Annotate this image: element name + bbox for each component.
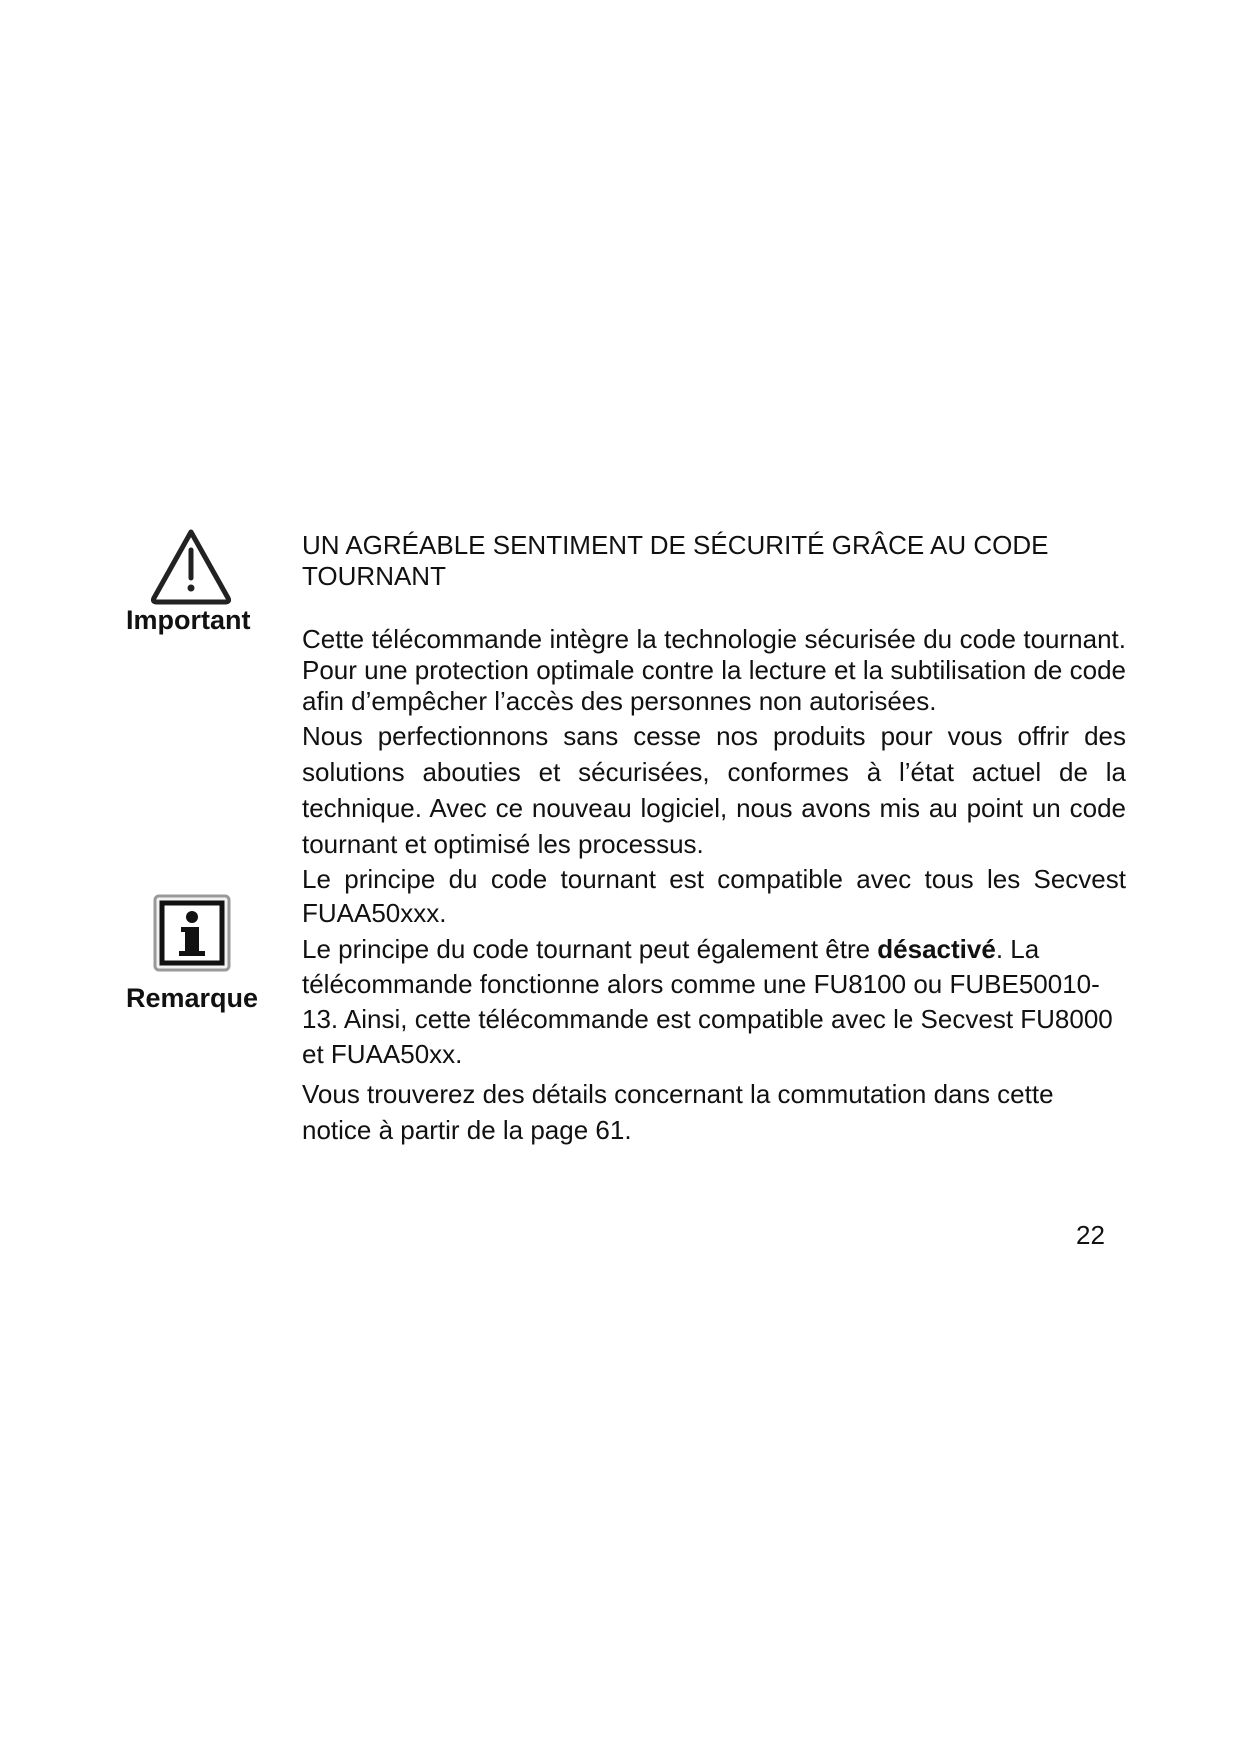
paragraph-product-improvement: Nous perfectionnons sans cesse nos produits pour vous offrir des solutions abouties et sécurisées, conformes à l’état actuel de la technique. Avec ce nouveau logiciel, nous avons mis au point un code tournant et optimisé les processus. bbox=[302, 721, 1126, 859]
section-heading: UN AGRÉABLE SENTIMENT DE SÉCURITÉ GRÂCE AU CODE TOURNANT bbox=[302, 530, 1049, 591]
paragraph-rolling-code-intro: Cette télécommande intègre la technologie sécurisée du code tournant. Pour une protection optimale contre la lecture et la subtilisation de code afin d’empêcher l’accès des personnes non autorisées. bbox=[302, 624, 1126, 716]
main-content bbox=[302, 530, 1126, 1148]
warning-triangle-icon bbox=[148, 526, 234, 606]
info-icon bbox=[152, 893, 232, 973]
deactivation-text-end: . La télécommande fonctionne alors comme une FU8100 ou FUBE50010-13. Ainsi, cette télécommande est compatible avec le Secvest FU8000 et FUAA50xx. bbox=[302, 934, 1113, 1069]
important-label: Important bbox=[126, 605, 251, 635]
deactivation-text-start: Le principe du code tournant peut également être bbox=[302, 934, 878, 964]
remarque-label: Remarque bbox=[126, 983, 259, 1013]
paragraph-page-reference: Vous trouverez des détails concernant la commutation dans cette notice à partir de la page 61. bbox=[302, 1079, 1054, 1145]
paragraph-deactivation bbox=[302, 932, 1126, 1072]
deactivated-emphasis: désactivé bbox=[877, 934, 996, 964]
paragraph-compatibility: Le principe du code tournant est compatible avec tous les Secvest FUAA50xxx. bbox=[302, 864, 1126, 928]
page-number: 22 bbox=[1076, 1220, 1105, 1250]
